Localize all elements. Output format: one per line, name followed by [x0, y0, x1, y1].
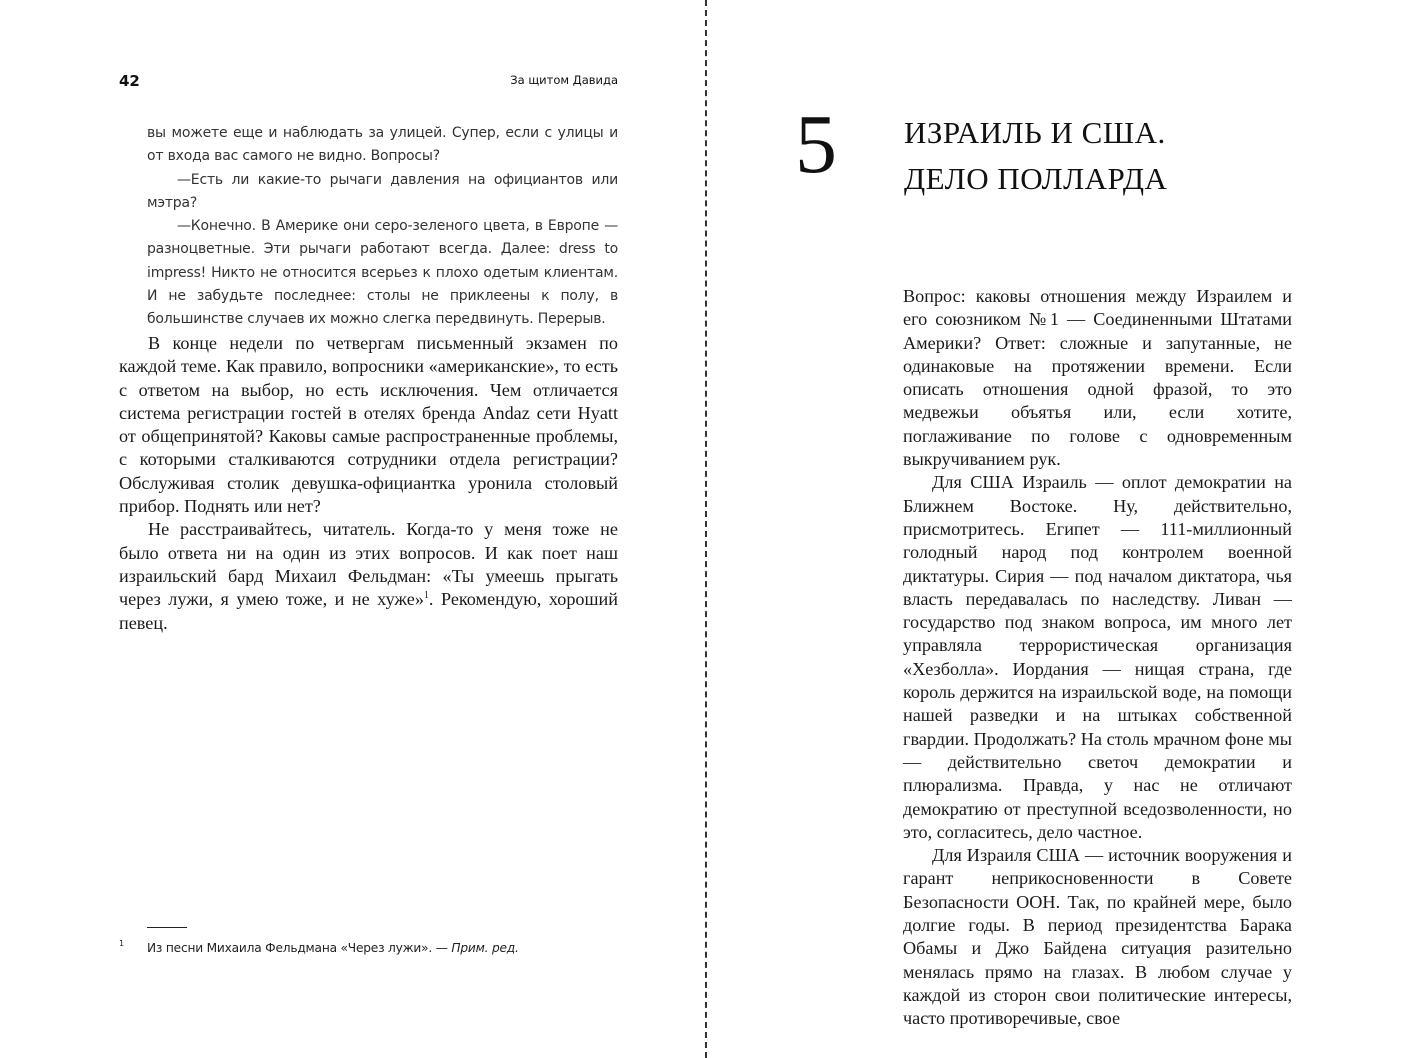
left-body-text — [119, 332, 618, 635]
body-paragraph: В конце недели по четвергам письменный экзамен по каждой теме. Как правило, вопросники «американские», то есть с ответом на выбор, но есть исключения. Чем отличается система регистрации гостей в отелях бренда Andaz сети Hyatt от общепринятой? Каковы самые распространенные проблемы, с которыми сталкиваются сотрудники отдела регистрации? Обслуживая столик девушка-официантка уронила столовый прибор. Поднять или нет? — [119, 333, 618, 517]
chapter-title-line: ИЗРАИЛЬ И США. — [904, 115, 1166, 150]
footnote-reference[interactable]: 1 — [423, 590, 429, 602]
dialogue-paragraph: —Конечно. В Америке они серо-зеленого цвета, в Европе — разноцветные. Эти рычаги работают всегда. Далее: dress to impress! Никто не относится всерьез к плохо одетым клиентам. И не забудьте последнее: столы не приклеены к полу, в большинстве случаев их можно слегка передвинуть. Перерыв. — [147, 218, 618, 328]
body-paragraph — [119, 518, 618, 634]
right-body-text — [903, 285, 1292, 1031]
chapter-title — [904, 110, 1304, 202]
footnote-editor-note: Прим. ред. — [451, 941, 519, 955]
body-paragraph-tail: . Рекомендую, хороший певец. — [119, 589, 618, 633]
running-head: За щитом Давида — [510, 73, 618, 87]
dialogue-paragraph: —Есть ли какие-то рычаги давления на официантов или мэтра? — [147, 171, 618, 211]
chapter-number: 5 — [795, 98, 837, 191]
page-number: 42 — [119, 72, 140, 90]
body-paragraph: Для Израиля США — источник вооружения и гарант неприкосновенности в Совете Безопасности ООН. Так, по крайней мере, было долгие годы. В период президентства Барака Обамы и Джо Байдена ситуация разительно менялась прямо на глазах. В любом случае у каждой из сторон свои политические интересы, часто противоречивые, свое — [903, 845, 1292, 1029]
body-paragraph: Для США Израиль — оплот демократии на Ближнем Востоке. Ну, действительно, присмотритесь. Египет — 111-миллионный голодный народ под контролем военной диктатуры. Сирия — под началом диктатора, чья власть передавалась по наследству. Ливан — государство под знаком вопроса, им много лет управляла террористическая организация «Хезболла». Иордания — нищая страна, где король держится на израильской воде, на помощи нашей разведки и на штыках собственной гвардии. Продолжать? На столь мрачном фоне мы — действительно светоч демократии и плюрализма. Правда, у нас не отличают демократию от преступной вседозволенности, но это, согласитесь, дело частное. — [903, 472, 1292, 842]
footnote-divider — [147, 927, 187, 928]
body-paragraph: Вопрос: каковы отношения между Израилем и его союзником №1 — Соединенными Штатами Америки? Ответ: сложные и запутанные, не одинаковые на протяжении времени. Если описать отношения одной фразой, то это медвежьи объятья или, если хотите, поглаживание по голове с одновременным выкручиванием рук. — [903, 286, 1292, 470]
footnote-body: Из песни Михаила Фельдмана «Через лужи». — — [147, 941, 452, 955]
footnote-mark: 1 — [119, 939, 125, 948]
footnote-text — [147, 941, 519, 955]
body-paragraph-text: Не расстраивайтесь, читатель. Когда-то у меня тоже не было ответа ни на один из этих вопросов. И как поет наш израильский бард Михаил Фельдман: «Ты умеешь прыгать через лужи, я умею тоже, и не хуже» — [119, 519, 618, 610]
chapter-title-line: ДЕЛО ПОЛЛАРДА — [904, 161, 1168, 196]
right-page — [707, 0, 1410, 1058]
dialogue-block — [147, 122, 618, 332]
dialogue-paragraph: вы можете еще и наблюдать за улицей. Супер, если с улицы и от входа вас самого не видно. Вопросы? — [147, 125, 618, 165]
